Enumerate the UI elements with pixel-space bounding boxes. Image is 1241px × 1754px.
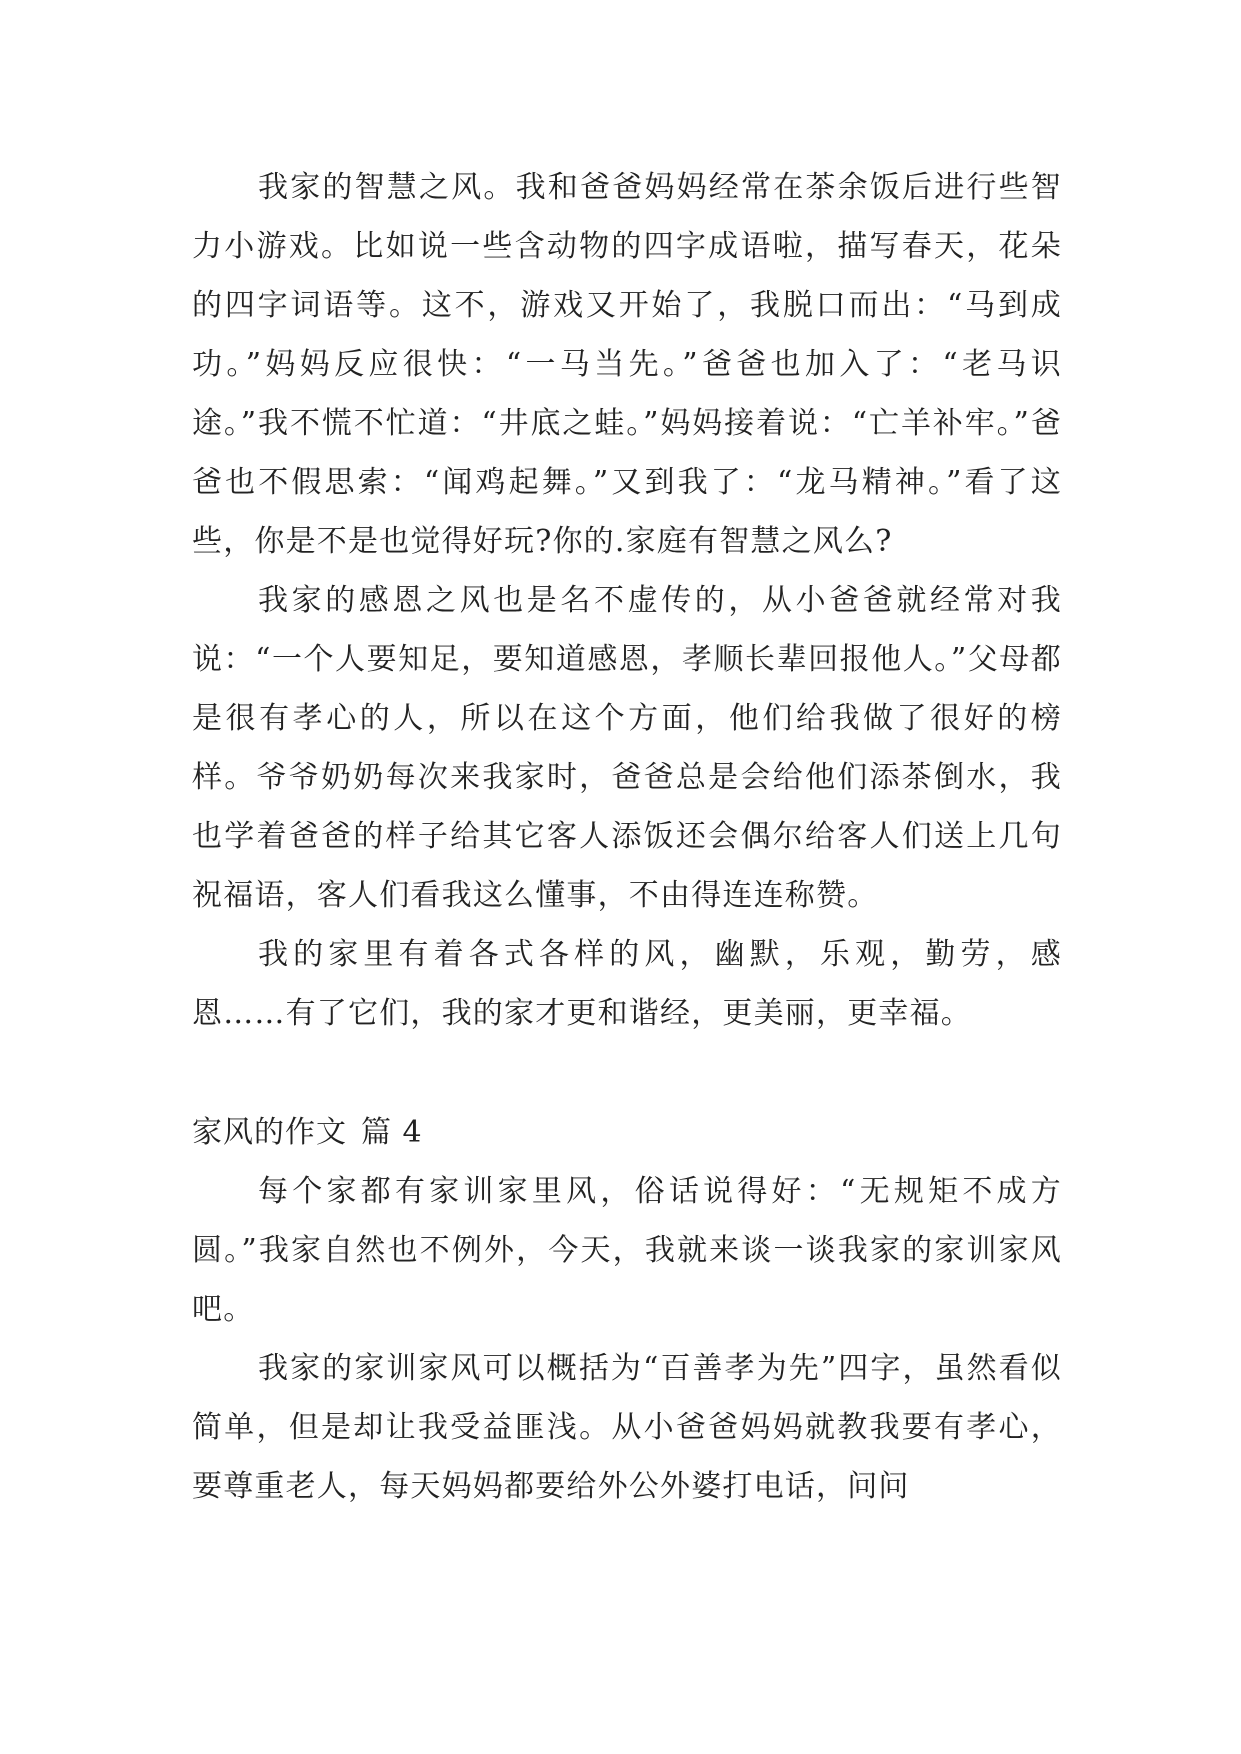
paragraph-summary: 我的家里有着各式各样的风，幽默，乐观，勤劳，感恩……有了它们，我的家才更和谐经，更美丽，更幸福。 xyxy=(192,937,1062,1031)
paragraph-family-rules-intro: 每个家都有家训家里风，俗话说得好：“无规矩不成方圆。”我家自然也不例外，今天，我就来谈一谈我家的家训家风吧。 xyxy=(192,1174,1062,1327)
section-title: 家风的作文 xyxy=(192,1115,347,1150)
document-body xyxy=(192,158,1062,1516)
paragraph-filial-piety: 我家的家训家风可以概括为“百善孝为先”四字，虽然看似简单，但是却让我受益匪浅。从小爸爸妈妈就教我要有孝心，要尊重老人，每天妈妈都要给外公外婆打电话，问问 xyxy=(192,1351,1062,1504)
paragraph-wisdom: 我家的智慧之风。我和爸爸妈妈经常在茶余饭后进行些智力小游戏。比如说一些含动物的四字成语啦，描写春天，花朵的四字词语等。这不，游戏又开始了，我脱口而出：“马到成功。”妈妈反应很快：“一马当先。”爸爸也加入了：“老马识途。”我不慌不忙道：“井底之蛙。”妈妈接着说：“亡羊补牢。”爸爸也不假思索：“闻鸡起舞。”又到我了：“龙马精神。”看了这些，你是不是也觉得好玩?你的.家庭有智慧之风么? xyxy=(192,170,1062,559)
section-heading xyxy=(192,1103,1062,1162)
paragraph-gratitude: 我家的感恩之风也是名不虚传的，从小爸爸就经常对我说：“一个人要知足，要知道感恩，孝顺长辈回报他人。”父母都是很有孝心的人，所以在这个方面，他们给我做了很好的榜样。爷爷奶奶每次来我家时，爸爸总是会给他们添茶倒水，我也学着爸爸的样子给其它客人添饭还会偶尔给客人们送上几句祝福语，客人们看我这么懂事，不由得连连称赞。 xyxy=(192,583,1062,913)
section-number: 篇 4 xyxy=(361,1115,423,1150)
